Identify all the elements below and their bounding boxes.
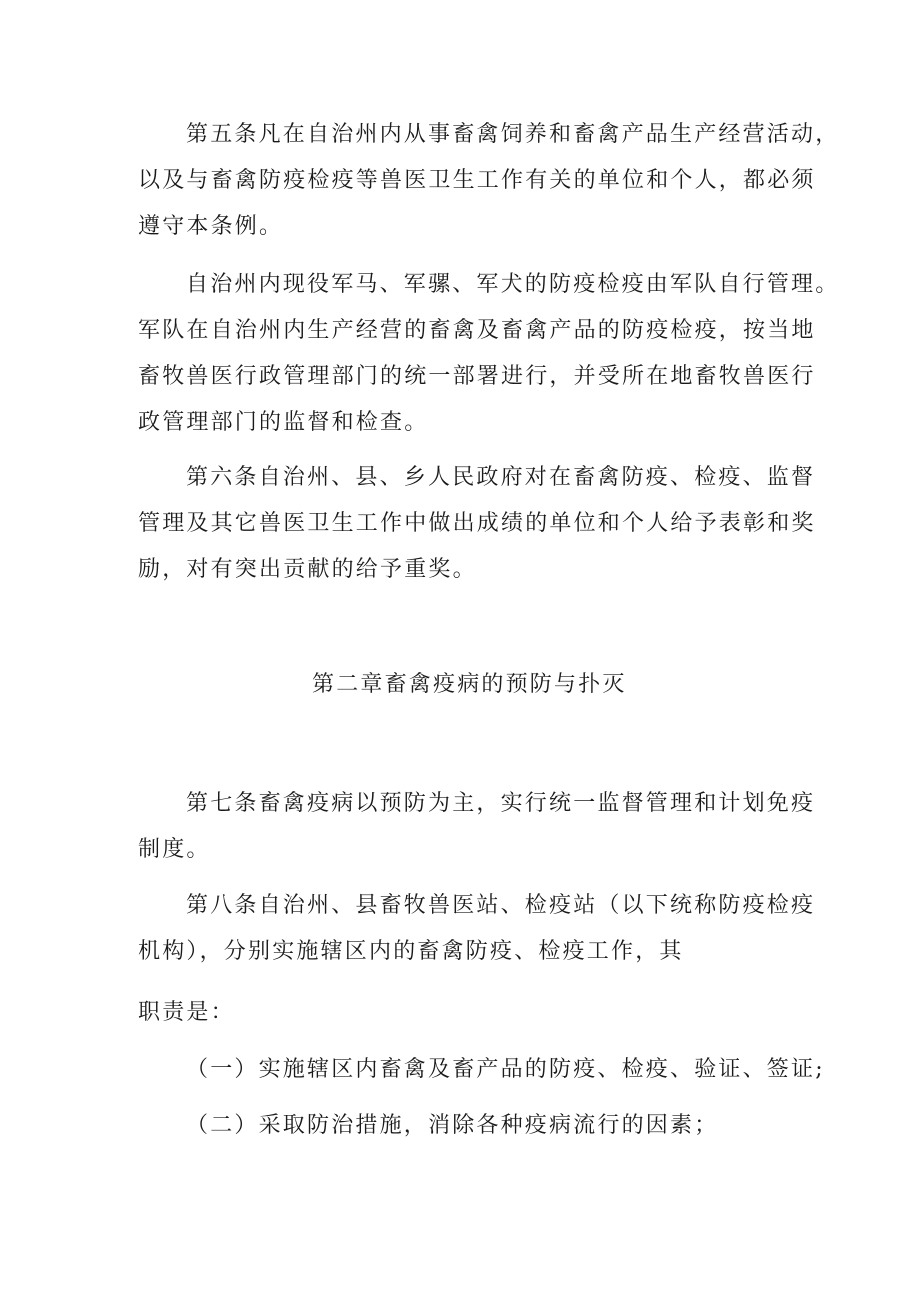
paragraph-line: 第八条自治州、县畜牧兽医站、检疫站（以下统称防疫检疫 xyxy=(186,893,816,918)
paragraph-line: 第五条凡在自治州内从事畜禽饲养和畜禽产品生产经营活动， xyxy=(186,122,840,147)
duty-item-2 xyxy=(186,1103,718,1149)
duty-item-1 xyxy=(186,1047,825,1093)
paragraph-line: 遵守本条例。 xyxy=(138,214,284,239)
duties-intro-text: 职责是： xyxy=(138,1000,235,1025)
article-8-paragraph xyxy=(138,883,815,975)
paragraph-line: 第六条自治州、县、乡人民政府对在畜禽防疫、检疫、监督 xyxy=(186,465,816,490)
paragraph-line: 自治州内现役军马、军骡、军犬的防疫检疫由军队自行管理。 xyxy=(186,272,840,297)
duty-item-text: （二）采取防治措施，消除各种疫病流行的因素； xyxy=(186,1113,719,1138)
paragraph-line: 制度。 xyxy=(138,837,211,862)
article-7-paragraph xyxy=(138,781,815,873)
chapter-title-text: 第二章畜禽疫病的预防与扑灭 xyxy=(312,672,627,697)
paragraph-line: 以及与畜禽防疫检疫等兽医卫生工作有关的单位和个人，都必须 xyxy=(138,168,816,193)
paragraph-line: 畜牧兽医行政管理部门的统一部署进行，并受所在地畜牧兽医行 xyxy=(138,364,816,389)
chapter-title xyxy=(312,662,627,708)
paragraph-line: 励，对有突出贡献的给予重奖。 xyxy=(138,557,477,582)
paragraph-line: 机构），分别实施辖区内的畜禽防疫、检疫工作，其 xyxy=(138,939,684,964)
paragraph-line: 管理及其它兽医卫生工作中做出成绩的单位和个人给予表彰和奖 xyxy=(138,511,816,536)
article-5-paragraph xyxy=(138,112,839,250)
paragraph-line: 军队在自治州内生产经营的畜禽及畜禽产品的防疫检疫，按当地 xyxy=(138,318,816,343)
paragraph-line: 第七条畜禽疫病以预防为主，实行统一监督管理和计划免疫 xyxy=(186,791,816,816)
duties-intro xyxy=(138,990,235,1036)
duty-item-text: （一）实施辖区内畜禽及畜产品的防疫、检疫、验证、签证; xyxy=(186,1057,825,1082)
article-6-paragraph xyxy=(138,455,816,593)
paragraph-line: 政管理部门的监督和检查。 xyxy=(138,410,429,435)
article-5-second-paragraph xyxy=(138,262,839,446)
